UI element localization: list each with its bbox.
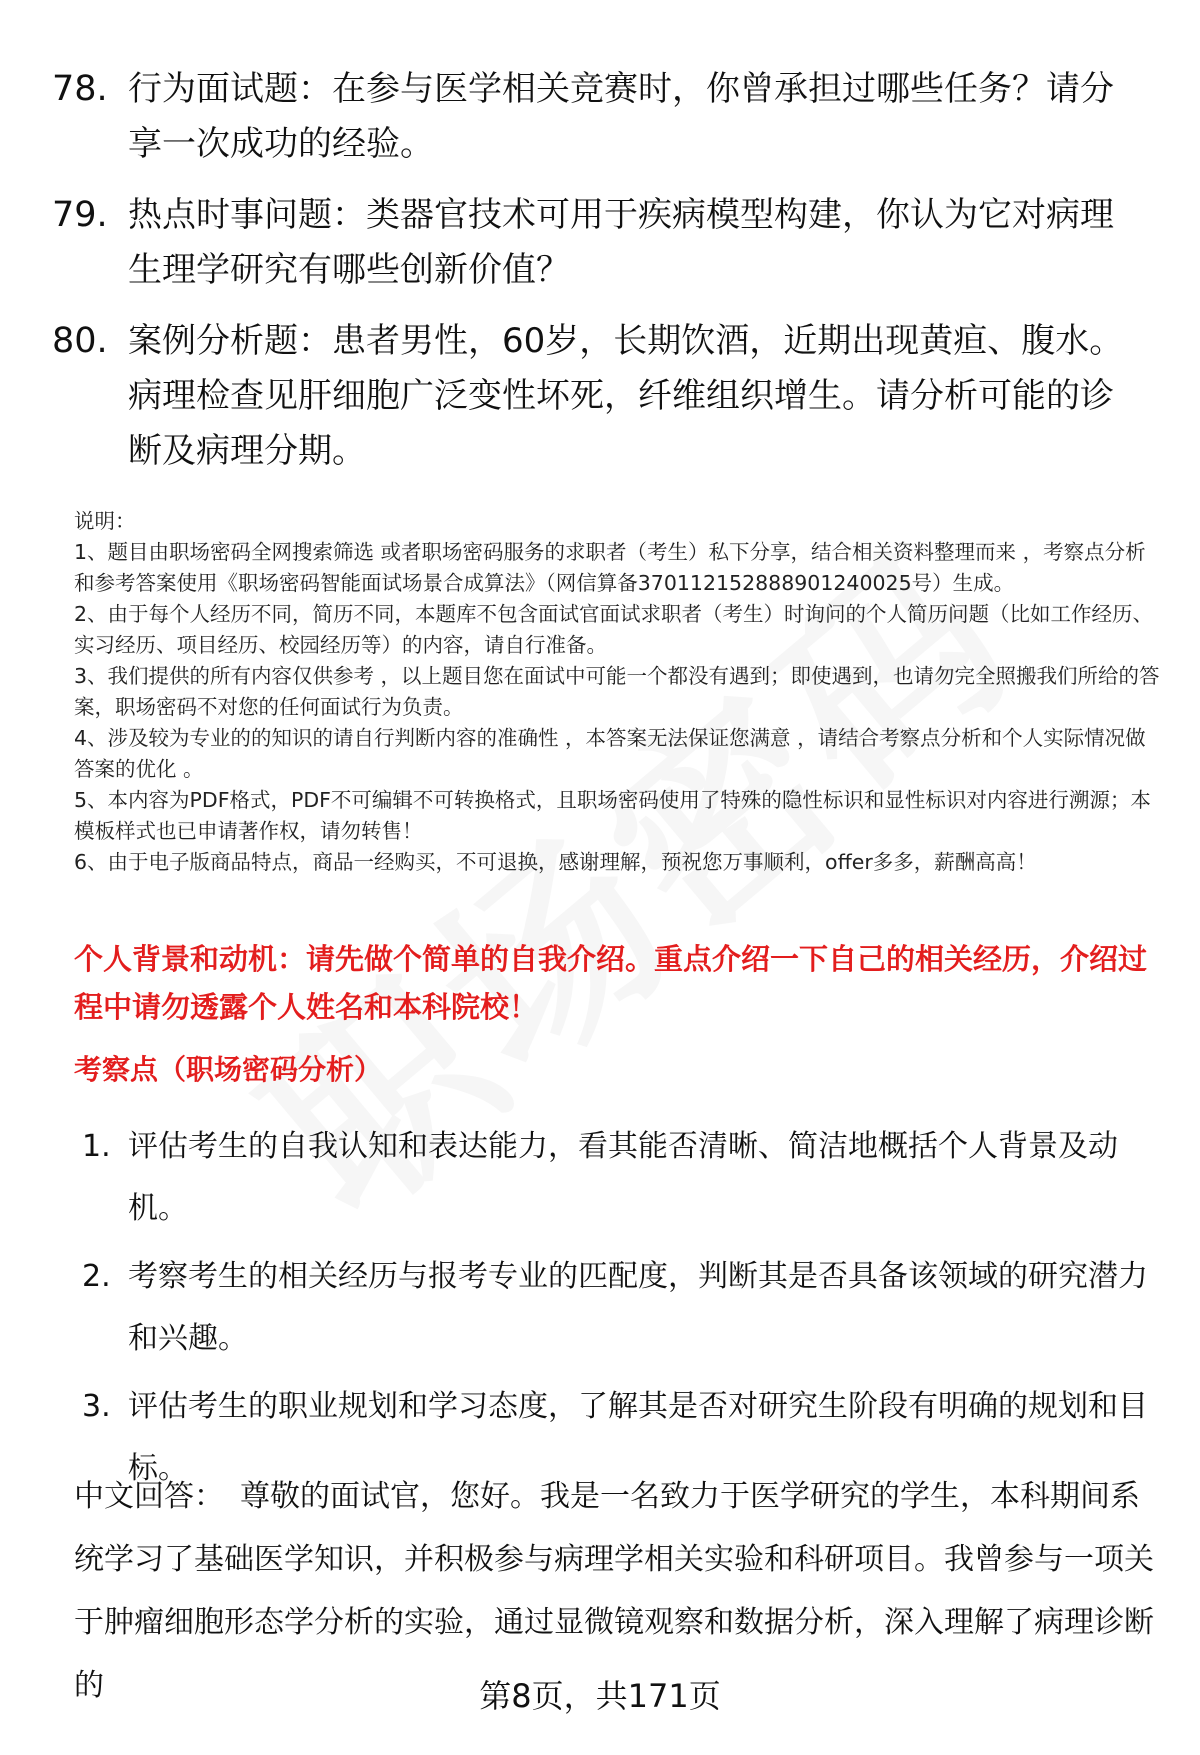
motivation-question: 个人背景和动机：请先做个简单的自我介绍。重点介绍一下自己的相关经历，介绍过程中请勿透露个人姓名和本科院校！	[74, 942, 1148, 1024]
question-number: 79.	[52, 195, 108, 235]
question-item	[52, 314, 1152, 479]
page-number: 第8页，共171页	[479, 1677, 721, 1715]
exam-point-text: 评估考生的职业规划和学习态度，了解其是否对研究生阶段有明确的规划和目标。	[128, 1389, 1148, 1486]
question-number: 80.	[52, 321, 108, 361]
answer-text: 尊敬的面试官，您好。我是一名致力于医学研究的学生，本科期间系统学习了基础医学知识，并积极参与病理学相关实验和科研项目。我曾参与一项关于肿瘤细胞形态学分析的实验，通过显微镜观察和数据分析，深入理解了病理诊断的	[74, 1479, 1154, 1703]
note-item: 6、由于电子版商品特点，商品一经购买，不可退换，感谢理解，预祝您万事顺利，offer多多，薪酬高高！	[74, 850, 1037, 874]
question-item	[52, 188, 1152, 298]
note-item: 1、题目由职场密码全网搜索筛选 或者职场密码服务的求职者（考生）私下分享，结合相关资料整理而来 ，考察点分析和参考答案使用《职场密码智能面试场景合成算法》（网信算备370112152888901240025号）生成。	[74, 540, 1146, 595]
exam-point-number: 3.	[82, 1389, 111, 1424]
question-text: 行为面试题：在参与医学相关竞赛时，你曾承担过哪些任务？请分享一次成功的经验。	[128, 69, 1114, 164]
question-item	[52, 62, 1152, 172]
notes-title: 说明：	[74, 509, 136, 533]
exam-points-title: 考察点（职场密码分析）	[74, 1053, 383, 1086]
exam-point-text: 考察考生的相关经历与报考专业的匹配度，判断其是否具备该领域的研究潜力和兴趣。	[128, 1259, 1148, 1356]
note-item: 4、涉及较为专业的的知识的请自行判断内容的准确性 ，本答案无法保证您满意 ，请结合考察点分析和个人实际情况做答案的优化 。	[74, 726, 1146, 781]
question-text: 热点时事问题：类器官技术可用于疾病模型构建，你认为它对病理生理学研究有哪些创新价值？	[128, 195, 1114, 290]
question-number: 78.	[52, 69, 108, 109]
exam-point-text: 评估考生的自我认知和表达能力，看其能否清晰、简洁地概括个人背景及动机。	[128, 1129, 1118, 1226]
exam-point-number: 2.	[82, 1259, 111, 1294]
exam-points-list	[82, 1116, 1162, 1506]
exam-point-number: 1.	[82, 1129, 111, 1164]
question-list	[52, 62, 1152, 495]
answer-label: 中文回答：	[74, 1479, 224, 1514]
note-item: 5、本内容为PDF格式，PDF不可编辑不可转换格式，且职场密码使用了特殊的隐性标识和显性标识对内容进行溯源；本模板样式也已申请著作权，请勿转售！	[74, 788, 1151, 843]
note-item: 2、由于每个人经历不同，简历不同，本题库不包含面试官面试求职者（考生）时询问的个人简历问题（比如工作经历、实习经历、项目经历、校园经历等）的内容，请自行准备。	[74, 602, 1154, 657]
exam-point-item	[82, 1116, 1162, 1240]
note-item: 3、我们提供的所有内容仅供参考 ，以上题目您在面试中可能一个都没有遇到；即使遇到，也请勿完全照搬我们所给的答案，职场密码不对您的任何面试行为负责。	[74, 664, 1160, 719]
exam-point-item	[82, 1246, 1162, 1370]
question-text: 案例分析题：患者男性，60岁，长期饮酒，近期出现黄疸、腹水。病理检查见肝细胞广泛变性坏死，纤维组织增生。请分析可能的诊断及病理分期。	[128, 321, 1124, 471]
notes-section	[74, 506, 1164, 878]
